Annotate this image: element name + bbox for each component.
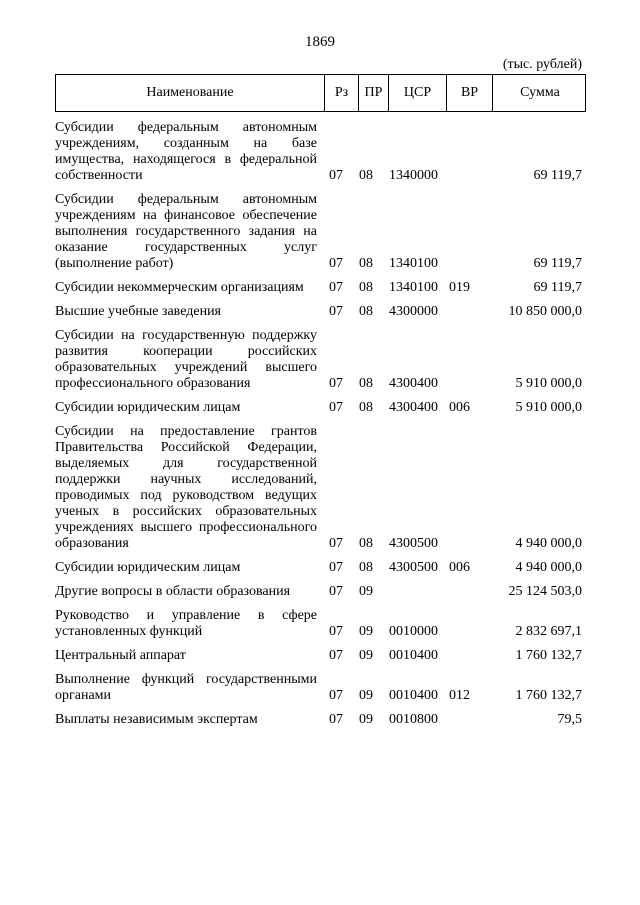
row-name: Субсидии на государственную поддержку развития кооперации российских образовательных учреждений высшего профессионального образования (55, 328, 317, 391)
row-sum: 25 124 503,0 (508, 584, 582, 599)
row-name: Субсидии юридическим лицам (55, 400, 241, 415)
row-name: Субсидии юридическим лицам (55, 560, 241, 575)
row-pr: 09 (359, 624, 373, 639)
row-csr: 4300400 (389, 376, 438, 391)
row-pr: 08 (359, 304, 373, 319)
row-name: Субсидии федеральным автономным учреждениям, созданным на базе имущества, находящегося в федеральной собственности (55, 120, 317, 183)
table-row (55, 304, 586, 320)
row-sum: 4 940 000,0 (515, 536, 582, 551)
row-sum: 69 119,7 (533, 168, 582, 183)
header-sum: Сумма (492, 75, 587, 111)
units-label: (тыс. рублей) (502, 57, 582, 72)
row-pr: 08 (359, 400, 373, 415)
row-vr: 019 (449, 280, 470, 295)
table-row (55, 672, 586, 704)
table-row (55, 192, 586, 272)
row-csr: 1340000 (389, 168, 438, 183)
row-vr: 006 (449, 400, 470, 415)
header-name: Наименование (146, 85, 234, 100)
row-rz: 07 (329, 256, 343, 271)
row-vr: 006 (449, 560, 470, 575)
row-csr: 4300500 (389, 560, 438, 575)
row-name: Другие вопросы в области образования (55, 584, 291, 599)
row-pr: 08 (359, 280, 373, 295)
row-csr: 1340100 (389, 280, 438, 295)
row-rz: 07 (329, 280, 343, 295)
row-name: Высшие учебные заведения (55, 304, 221, 319)
row-name: Выплаты независимым экспертам (55, 712, 258, 727)
row-rz: 07 (329, 624, 343, 639)
row-pr: 08 (359, 168, 373, 183)
row-sum: 69 119,7 (533, 280, 582, 295)
table-row (55, 712, 586, 728)
row-rz: 07 (329, 560, 343, 575)
row-pr: 08 (359, 376, 373, 391)
row-csr: 4300500 (389, 536, 438, 551)
table-row (55, 400, 586, 416)
page-number: 1869 (305, 34, 335, 50)
row-sum: 2 832 697,1 (515, 624, 582, 639)
row-sum: 1 760 132,7 (515, 648, 582, 663)
row-pr: 09 (359, 584, 373, 599)
row-rz: 07 (329, 584, 343, 599)
row-csr: 4300000 (389, 304, 438, 319)
row-vr: 012 (449, 688, 470, 703)
row-rz: 07 (329, 304, 343, 319)
table-row (55, 608, 586, 640)
row-rz: 07 (329, 688, 343, 703)
row-rz: 07 (329, 168, 343, 183)
row-sum: 4 940 000,0 (515, 560, 582, 575)
table-row (55, 584, 586, 600)
table-row (55, 648, 586, 664)
table-row (55, 280, 586, 296)
row-sum: 5 910 000,0 (515, 376, 582, 391)
row-pr: 08 (359, 560, 373, 575)
row-csr: 0010000 (389, 624, 438, 639)
table-row (55, 424, 586, 552)
table-row (55, 560, 586, 576)
row-name: Руководство и управление в сфере установленных функций (55, 608, 317, 639)
row-name: Центральный аппарат (55, 648, 186, 663)
header-csr: ЦСР (388, 75, 446, 111)
row-sum: 5 910 000,0 (515, 400, 582, 415)
row-rz: 07 (329, 400, 343, 415)
row-pr: 09 (359, 712, 373, 727)
row-rz: 07 (329, 648, 343, 663)
row-rz: 07 (329, 376, 343, 391)
row-sum: 79,5 (557, 712, 582, 727)
row-name: Выполнение функций государственными органами (55, 672, 317, 703)
row-csr: 4300400 (389, 400, 438, 415)
row-rz: 07 (329, 712, 343, 727)
table-row (55, 120, 586, 184)
row-sum: 69 119,7 (533, 256, 582, 271)
header-pr: ПР (358, 75, 388, 111)
header-vr: ВР (446, 75, 492, 111)
row-csr: 1340100 (389, 256, 438, 271)
row-pr: 09 (359, 648, 373, 663)
row-csr: 0010800 (389, 712, 438, 727)
table-header (55, 74, 586, 112)
row-pr: 08 (359, 536, 373, 551)
row-name: Субсидии на предоставление грантов Правительства Российской Федерации, выделяемых для государственной поддержки научных исследований, проводимых под руководством ведущих ученых в российских образовательных учреждениях высшего профессионального образования (55, 424, 317, 551)
row-name: Субсидии некоммерческим организациям (55, 280, 304, 295)
header-rz: Рз (324, 75, 358, 111)
row-sum: 1 760 132,7 (515, 688, 582, 703)
row-name: Субсидии федеральным автономным учреждениям на финансовое обеспечение выполнения государственного задания на оказание государственных услуг (выполнение работ) (55, 192, 317, 271)
row-rz: 07 (329, 536, 343, 551)
row-sum: 10 850 000,0 (508, 304, 582, 319)
row-csr: 0010400 (389, 688, 438, 703)
table-row (55, 328, 586, 392)
row-pr: 09 (359, 688, 373, 703)
row-csr: 0010400 (389, 648, 438, 663)
row-pr: 08 (359, 256, 373, 271)
table-body (55, 120, 586, 736)
